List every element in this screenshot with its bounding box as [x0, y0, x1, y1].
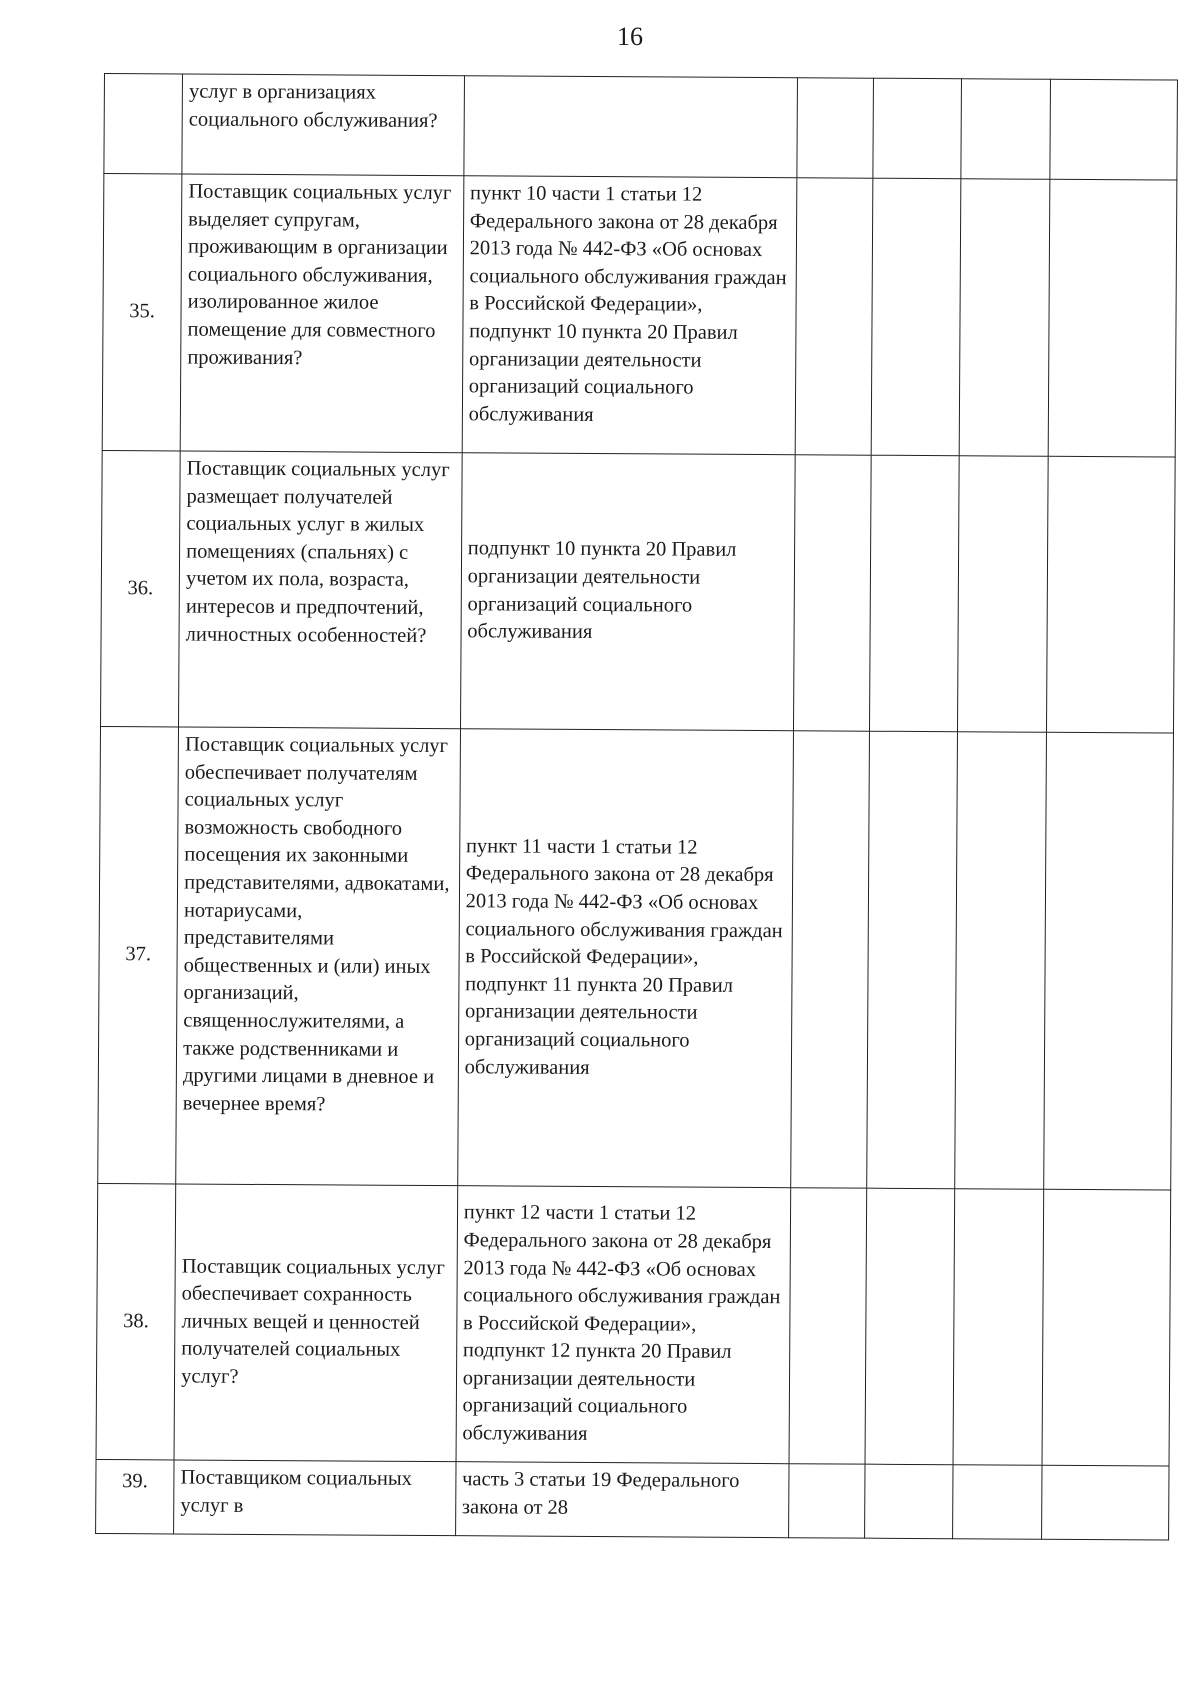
legal-basis-cell: подпункт 10 пункта 20 Правил организации деятельности организаций социального обслуживания — [460, 453, 795, 731]
empty-cell — [1048, 179, 1177, 457]
question-cell: Поставщик социальных услуг обеспечивает получателям социальных услуг возможность свободного посещения их законными представителями, адвокатами, нотариусами, представителями общественных и (или) иных организаций, священнослужителями, а также родственниками и другими лицами в дневное и вечернее время? — [176, 727, 460, 1186]
question-cell: Поставщик социальных услуг размещает получателей социальных услуг в жилых помещениях (спальнях) с учетом их пола, возраста, интересов и предпочтений, личностных особенностей? — [179, 451, 462, 729]
row-number: 38. — [96, 1183, 176, 1459]
empty-cell — [958, 456, 1048, 733]
empty-cell — [866, 731, 957, 1189]
empty-cell — [1043, 732, 1173, 1190]
empty-cell — [869, 455, 959, 732]
table-row — [96, 1183, 1171, 1466]
empty-cell — [865, 1188, 955, 1465]
empty-cell — [1049, 79, 1177, 180]
legal-basis-cell: пункт 11 части 1 статьи 12 Федерального закона от 28 декабря 2013 года № 442-ФЗ «Об основах социального обслуживания граждан в Российской Федерации», подпункт 11 пункта 20 Правил организации деятельности организаций социального обслуживания — [457, 729, 793, 1188]
legal-basis-cell — [464, 76, 798, 178]
empty-cell — [790, 731, 869, 1188]
empty-cell — [953, 1465, 1042, 1540]
empty-cell — [789, 1188, 867, 1464]
empty-cell — [1041, 1465, 1169, 1540]
empty-cell — [871, 178, 961, 456]
empty-cell — [953, 1189, 1043, 1466]
table-row — [102, 174, 1177, 458]
row-number: 36. — [101, 450, 181, 726]
empty-cell — [795, 178, 873, 455]
table-row — [101, 450, 1176, 733]
table-row — [96, 1459, 1169, 1540]
page-number: 16 — [617, 22, 643, 51]
empty-cell — [1042, 1189, 1171, 1466]
row-number: 35. — [102, 174, 182, 451]
row-number: 39. — [96, 1459, 175, 1533]
empty-cell — [959, 179, 1049, 457]
question-cell: Поставщиком социальных услуг в — [174, 1460, 456, 1536]
empty-cell — [1046, 456, 1175, 733]
question-cell: Поставщик социальных услуг выделяет супругам, проживающим в организации социального обслуживания, изолированное жилое помещение для совместного проживания? — [180, 174, 463, 453]
legal-basis-cell: пункт 10 части 1 статьи 12 Федерального закона от 28 декабря 2013 года № 442-ФЗ «Об основах социального обслуживания граждан в Российской Федерации», подпункт 10 пункта 20 Правил организации деятельности организаций социального обслуживания — [462, 176, 797, 455]
empty-cell — [961, 79, 1050, 180]
row-number — [104, 74, 183, 174]
empty-cell — [873, 78, 962, 179]
empty-cell — [955, 732, 1046, 1190]
checklist-table — [95, 73, 1178, 1541]
empty-cell — [864, 1464, 953, 1539]
question-cell: услуг в организациях социального обслуживания? — [182, 74, 464, 176]
question-cell: Поставщик социальных услуг обеспечивает сохранность личных вещей и ценностей получателей социальных услуг? — [174, 1184, 457, 1462]
table-row — [98, 726, 1174, 1190]
table-row — [104, 74, 1178, 181]
legal-basis-cell: часть 3 статьи 19 Федерального закона от 28 — [455, 1462, 788, 1538]
legal-basis-cell: пункт 12 части 1 статьи 12 Федерального закона от 28 декабря 2013 года № 442-ФЗ «Об основах социального обслуживания граждан в Российской Федерации», подпункт 12 пункта 20 Правил организации деятельности организаций социального обслуживания — [456, 1186, 791, 1464]
empty-cell — [797, 78, 874, 178]
empty-cell — [788, 1464, 864, 1538]
empty-cell — [793, 455, 871, 731]
row-number: 37. — [98, 726, 179, 1183]
